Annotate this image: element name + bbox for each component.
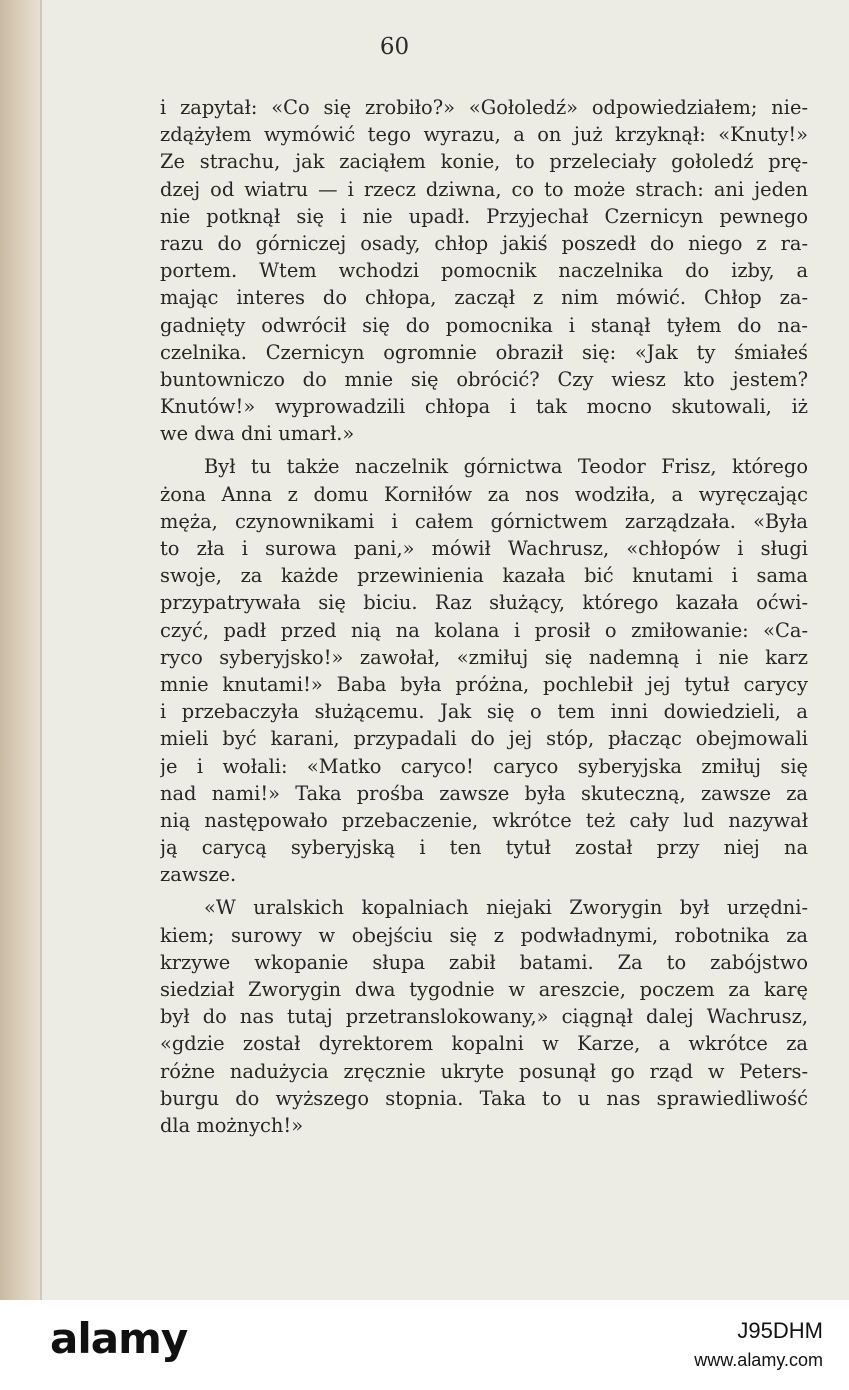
text-line: portem. Wtem wchodzi pomocnik naczelnika do izby, a xyxy=(160,259,808,283)
text-line: dla możnych!» xyxy=(160,1113,304,1137)
text-line: zawsze. xyxy=(160,863,237,887)
text-line: siedział Zworygin dwa tygodnie w areszcie, poczem za karę xyxy=(160,978,808,1001)
text-line: przypatrywała się biciu. Raz służący, którego kazała oćwi- xyxy=(160,591,808,615)
text-line: różne nadużycia zręcznie ukryte posunął go rząd w Peters- xyxy=(160,1059,808,1083)
text-line: czelnika. Czernicyn ogromnie obraził się: «Jak ty śmiałeś xyxy=(160,340,808,364)
text-line: krzywe wkopanie słupa zabił batami. Za to zabójstwo xyxy=(160,950,808,974)
text-line: ryco syberyjsko!» zawołał, «zmiłuj się nademną i nie karz xyxy=(160,645,808,669)
text-line: Był tu także naczelnik górnictwa Teodor Frisz, którego xyxy=(204,455,808,479)
text-line: i zapytał: «Co się zrobiło?» «Gołoledź» odpowiedziałem; nie- xyxy=(160,96,808,119)
text-line: i przebaczyła służącemu. Jak się o tem inni dowiedzieli, a xyxy=(160,700,808,724)
text-line: buntowniczo do mnie się obrócić? Czy wiesz kto jestem? xyxy=(160,367,808,391)
text-line: «W uralskich kopalniach niejaki Zworygin był urzędni- xyxy=(204,896,808,920)
text-line: burgu do wyższego stopnia. Taka to u nas sprawiedliwość xyxy=(160,1086,808,1110)
text-line: zdążyłem wymówić tego wyrazu, a on już krzyknął: «Knuty!» xyxy=(160,123,808,147)
text-line: we dwa dni umarł.» xyxy=(160,422,355,446)
text-line: czyć, padł przed nią na kolana i prosił o zmiłowanie: «Ca- xyxy=(160,618,808,642)
text-line: «gdzie został dyrektorem kopalni w Karze, a wkrótce za xyxy=(160,1032,808,1056)
body-text xyxy=(160,94,808,1145)
text-line: Knutów!» wyprowadzili chłopa i tak mocno skutowali, iż xyxy=(160,395,808,419)
image-id-label: J95DHM xyxy=(737,1318,823,1343)
paragraph xyxy=(160,894,808,1139)
page-gutter xyxy=(40,0,42,1300)
text-line: mieli być karani, przypadali do jej stóp, płacząc obejmowali xyxy=(160,727,808,751)
text-line: nad nami!» Taka prośba zawsze była skuteczną, zawsze za xyxy=(160,781,808,805)
watermark-footer xyxy=(0,1300,849,1390)
text-line: Ze strachu, jak zaciąłem konie, to przeleciały gołoledź prę- xyxy=(160,150,808,174)
text-line: mając interes do chłopa, zaczął z nim mówić. Chłop za- xyxy=(160,286,808,310)
text-line: kiem; surowy w obejściu się z podwładnymi, robotnika za xyxy=(160,923,808,947)
text-line: nią następowało przebaczenie, wkrótce też cały lud nazywał xyxy=(160,808,808,832)
page-number: 60 xyxy=(379,34,410,60)
text-line: razu do górniczej osady, chłop jakiś poszedł do niego z ra- xyxy=(160,231,808,255)
text-line: żona Anna z domu Korniłów za nos wodziła, a wyręczając xyxy=(160,482,808,506)
paragraph xyxy=(160,453,808,888)
alamy-logo: alamy xyxy=(50,1314,188,1363)
site-url-label: www.alamy.com xyxy=(694,1350,823,1370)
text-line: był do nas tutaj przetranslokowany,» ciągnął dalej Wachrusz, xyxy=(160,1005,808,1029)
text-line: mnie knutami!» Baba była próżna, pochlebił jej tytuł carycy xyxy=(160,672,808,696)
text-line: to zła i surowa pani,» mówił Wachrusz, «chłopów i sługi xyxy=(160,537,808,560)
book-spine xyxy=(0,0,40,1300)
text-line: ją carycą syberyjską i ten tytuł został przy niej na xyxy=(160,836,808,860)
text-line: męża, czynownikami i całem górnictwem zarządzała. «Była xyxy=(160,509,808,533)
paragraph xyxy=(160,94,808,447)
text-line: nie potknął się i nie upadł. Przyjechał Czernicyn pewnego xyxy=(160,204,808,228)
text-line: dzej od wiatru — i rzecz dziwna, co to może strach: ani jeden xyxy=(160,177,808,201)
text-line: swoje, za każde przewinienia kazała bić knutami i sama xyxy=(160,564,808,588)
text-line: gadnięty odwrócił się do pomocnika i stanął tyłem do na- xyxy=(160,313,808,337)
text-line: je i wołali: «Matko caryco! caryco syberyjska zmiłuj się xyxy=(160,754,808,778)
